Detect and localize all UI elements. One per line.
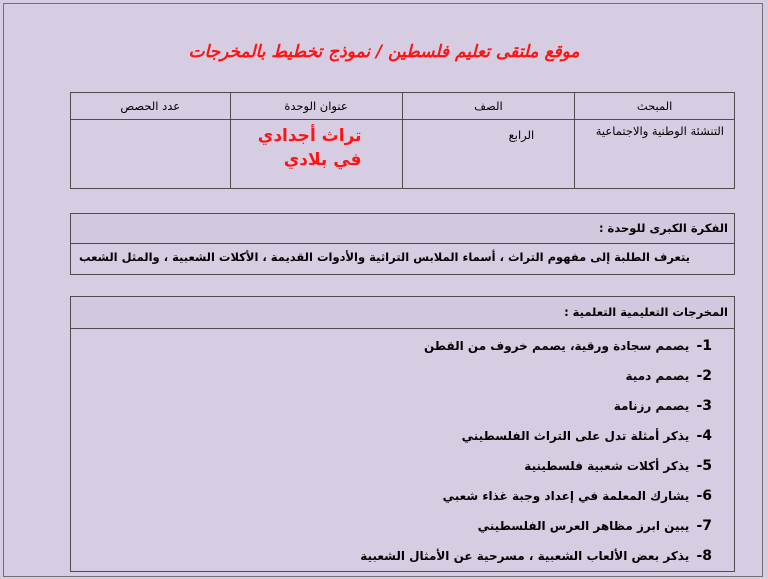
unit-title-value (230, 120, 402, 189)
table-row (71, 120, 735, 189)
periods-value (71, 120, 231, 189)
header-grade: الصف (402, 93, 575, 120)
list-item (71, 361, 734, 391)
learning-outcomes-label: المخرجات التعليمية التعلمية : (71, 297, 734, 329)
big-idea-label: الفكرة الكبرى للوحدة : (71, 214, 734, 244)
outcome-number: 8- (696, 548, 712, 564)
header-periods: عدد الحصص (71, 93, 231, 120)
list-item (71, 511, 734, 541)
outcome-number: 3- (696, 398, 712, 414)
list-item (71, 421, 734, 451)
outcome-number: 1- (696, 338, 712, 354)
list-item (71, 541, 734, 571)
outcome-text: يبين ابرز مظاهر العرس الفلسطيني (477, 519, 690, 533)
header-unit-title: عنوان الوحدة (230, 93, 402, 120)
list-item (71, 481, 734, 511)
unit-info-table (70, 92, 735, 189)
page-title: موقع ملتقى تعليم فلسطين / نموذج تخطيط بالمخرجات (188, 42, 580, 62)
header-subject: المبحث (575, 93, 735, 120)
big-idea-box (70, 213, 735, 275)
big-idea-text: يتعرف الطلبة إلى مفهوم التراث ، أسماء الملابس التراثية والأدوات القديمة ، الأكلات الشعبية ، والمثل الشعب (79, 250, 690, 264)
unit-title-line-2: في بلادي (283, 150, 362, 170)
outcome-number: 7- (696, 518, 712, 534)
outcome-text: يصمم سجادة ورقية، يصمم خروف من القطن (423, 339, 690, 353)
table-header-row (71, 93, 735, 120)
outcome-text: يذكر بعض الألعاب الشعبية ، مسرحية عن الأمثال الشعبية (360, 549, 690, 563)
outcome-number: 4- (696, 428, 712, 444)
outcome-text: يذكر أمثلة تدل على التراث الفلسطيني (461, 429, 690, 443)
outcome-number: 6- (696, 488, 712, 504)
list-item (71, 331, 734, 361)
outcome-text: يشارك المعلمة في إعداد وجبة غذاء شعبي (442, 489, 690, 503)
subject-value: التنشئة الوطنية والاجتماعية (575, 120, 735, 189)
outcome-number: 2- (696, 368, 712, 384)
outcomes-list (71, 331, 734, 571)
list-item (71, 391, 734, 421)
learning-outcomes-box (70, 296, 735, 572)
outcome-text: يصمم دمية (625, 369, 690, 383)
outcome-number: 5- (696, 458, 712, 474)
outcome-text: يذكر أكلات شعبية فلسطينية (524, 459, 690, 473)
unit-title-line-1: تراث أجدادي (257, 126, 362, 146)
grade-value: الرابع (402, 120, 575, 189)
outcome-text: يصمم رزنامة (613, 399, 690, 413)
list-item (71, 451, 734, 481)
